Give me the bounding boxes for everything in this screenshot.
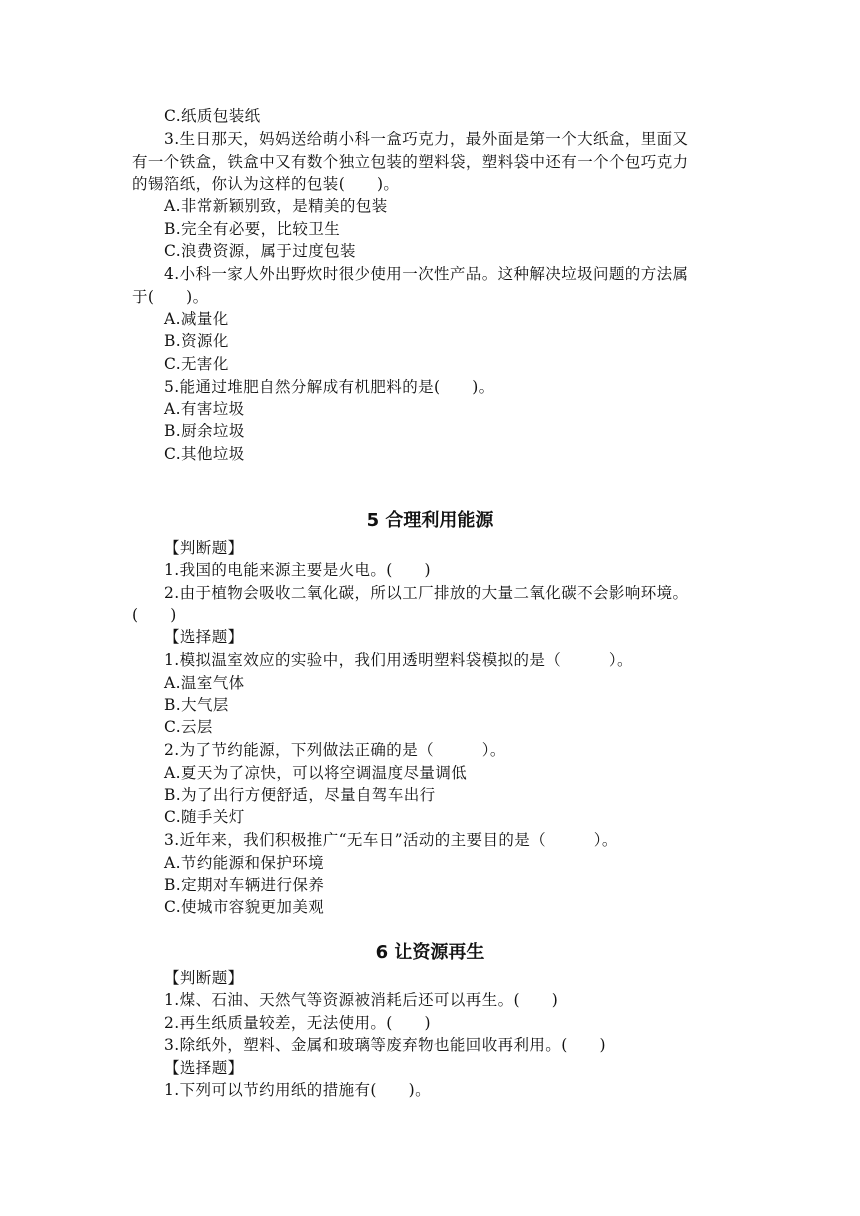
s5-choice-2: 2.为了节约能源，下列做法正确的是（ ）。: [164, 741, 506, 759]
question-5: 5.能通过堆肥自然分解成有机肥料的是( )。: [164, 378, 495, 396]
option-a-q4: A.减量化: [164, 310, 229, 328]
s5-c1-option-a: A.温室气体: [164, 674, 245, 692]
s6-judge-3: 3.除纸外，塑料、金属和玻璃等废弃物也能回收再利用。( ): [164, 1036, 606, 1054]
s5-judge-2-cont: ( ): [132, 606, 177, 624]
s5-c1-option-b: B.大气层: [164, 696, 229, 714]
option-c-q5: C.其他垃圾: [164, 445, 245, 463]
s5-c3-option-a: A.节约能源和保护环境: [164, 854, 325, 872]
s5-choice-3: 3.近年来，我们积极推广“无车日”活动的主要目的是（ ）。: [164, 831, 618, 849]
question-3-line1: 3.生日那天，妈妈送给萌小科一盒巧克力，最外面是第一个大纸盒，里面又: [164, 130, 689, 148]
option-b-q5: B.厨余垃圾: [164, 422, 245, 440]
s6-judge-1: 1.煤、石油、天然气等资源被消耗后还可以再生。( ): [164, 991, 559, 1009]
question-4-line1: 4.小科一家人外出野炊时很少使用一次性产品。这种解决垃圾问题的方法属: [164, 265, 689, 283]
s5-c2-option-a: A.夏天为了凉快，可以将空调温度尽量调低: [164, 764, 468, 782]
question-3-line2: 有一个铁盒，铁盒中又有数个独立包装的塑料袋，塑料袋中还有一个个包巧克力: [132, 153, 689, 171]
option-c-q3: C.浪费资源，属于过度包装: [164, 242, 356, 260]
option-b-q3: B.完全有必要，比较卫生: [164, 220, 341, 238]
s5-c3-option-b: B.定期对车辆进行保养: [164, 876, 325, 894]
section-6-title: 6 让资源再生: [375, 942, 485, 963]
s5-choice-1: 1.模拟温室效应的实验中，我们用透明塑料袋模拟的是（ ）。: [164, 651, 633, 669]
option-c-q2: C.纸质包装纸: [164, 107, 261, 125]
s5-c2-option-c: C.随手关灯: [164, 808, 245, 826]
s5-c2-option-b: B.为了出行方便舒适，尽量自驾车出行: [164, 786, 436, 804]
section-6-judge-label: 【判断题】: [164, 969, 244, 987]
s5-judge-2: 2.由于植物会吸收二氧化碳，所以工厂排放的大量二氧化碳不会影响环境。: [164, 584, 689, 602]
section-5-judge-label: 【判断题】: [164, 539, 244, 557]
option-b-q4: B.资源化: [164, 332, 229, 350]
section-6-choice-label: 【选择题】: [164, 1059, 244, 1077]
s5-c3-option-c: C.使城市容貌更加美观: [164, 898, 325, 916]
s5-judge-1: 1.我国的电能来源主要是火电。( ): [164, 561, 431, 579]
option-a-q3: A.非常新颖别致，是精美的包装: [164, 197, 388, 215]
s5-c1-option-c: C.云层: [164, 718, 213, 736]
question-3-line3: 的锡箔纸，你认为这样的包装( )。: [132, 175, 400, 193]
option-c-q4: C.无害化: [164, 355, 229, 373]
option-a-q5: A.有害垃圾: [164, 400, 245, 418]
s6-choice-1: 1.下列可以节约用纸的措施有( )。: [164, 1081, 431, 1099]
section-5-title: 5 合理利用能源: [366, 510, 494, 531]
question-4-line2: 于( )。: [132, 288, 209, 306]
s6-judge-2: 2.再生纸质量较差，无法使用。( ): [164, 1014, 431, 1032]
section-5-choice-label: 【选择题】: [164, 628, 244, 646]
